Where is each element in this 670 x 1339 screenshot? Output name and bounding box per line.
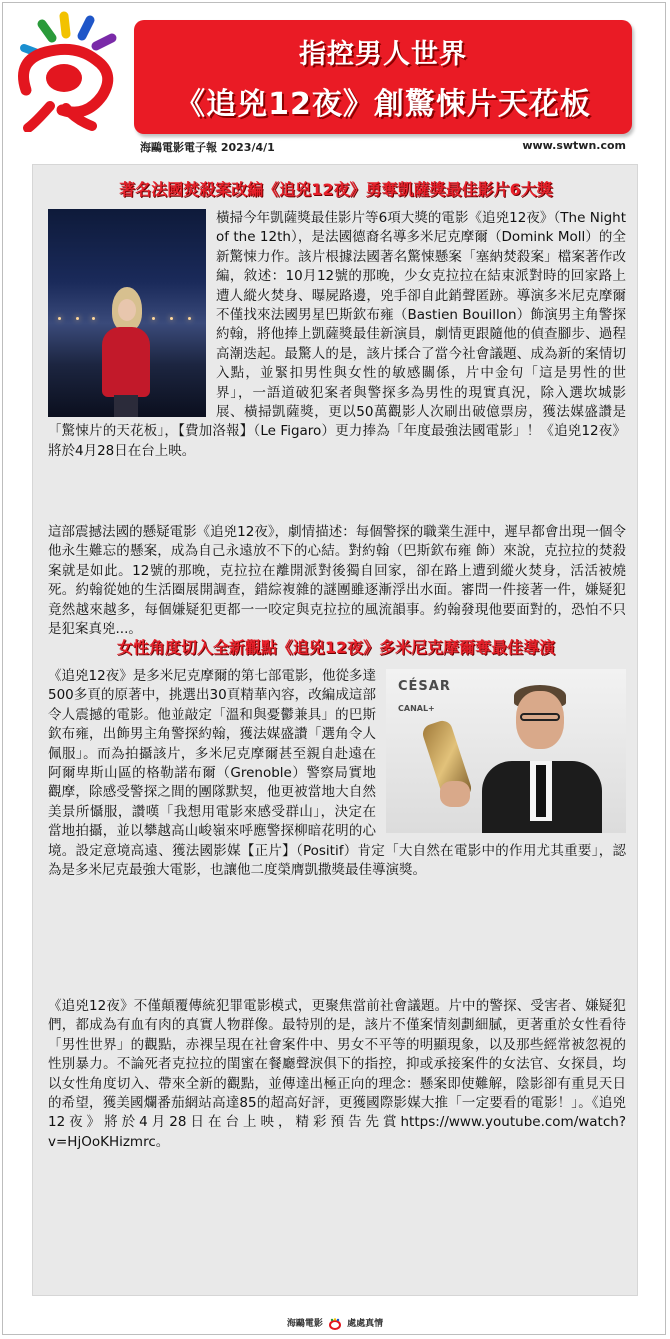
- section2-paragraph2: 《追兇12夜》不僅顛覆傳統犯罪電影模式，更聚焦當前社會議題。片中的警探、受害者、嫌疑犯們，都成為有血有肉的真實人物群像。最特別的是，該片不僅案情刻劃細膩，更著重於女性看待「男性世界」的觀點，赤裸呈現在社會案件中、男女不平等的明顯現象，以及那些經常被忽視的性別暴力。不論死者克拉拉的閨蜜在餐廳聲淚俱下的指控，抑或承接案件的女法官、女探員，均以女性角度切入、帶來全新的觀點，並傳達出極正向的理念：懸案即使難解，陰影卻有重見天日的希望，獲美國爛番茄網站高達85的超高好評，更獲國際影媒大推「一定要看的電影！」。《追兇12夜》將於4月28日在台上映，精彩預告先賞https://www.youtube.com/watch?v=HjOoKHizmrc。: [48, 998, 626, 1150]
- cesar-logo-text: CÉSAR: [398, 679, 451, 694]
- section1-headline: 著名法國焚殺案改編《追兇12夜》勇奪凱薩獎最佳影片6大獎: [119, 180, 553, 199]
- footer-right-text: 處處真情: [347, 1319, 384, 1329]
- title-line-2: 《追兇12夜》創驚悚片天花板: [175, 86, 591, 122]
- footer-logo-icon: [328, 1318, 342, 1330]
- website-link[interactable]: www.swtwn.com: [522, 139, 626, 152]
- article-panel: [32, 164, 638, 1296]
- section2-paragraph1-block: [48, 667, 626, 880]
- publication-date: 海鷗電影電子報 2023/4/1: [140, 141, 275, 154]
- section1-paragraph1: 橫掃今年凱薩獎最佳影片等6項大獎的電影《追兇12夜》（The Night of the 12th），是法國德裔名導多米尼克摩爾（Domink Moll）的全新驚悚力作。該片根據法國著名驚悚懸案「塞納焚殺案」檔案著作改編，敘述：10月12號的那晚，少女克拉拉在結束派對時的回家路上遭人縱火焚身、曝屍路邊，兇手卻自此銷聲匿跡。導演多米尼克摩爾不僅找來法國男星巴斯欽布雍（Bastien Bouillon）飾演男主角警探約翰，將他捧上凱薩獎最佳新演員，劇情更跟隨他的偵查腳步、過程高潮迭起。最驚人的是，該片揉合了當今社會議題、成為新的案情切入點，並緊扣男性與女性的敏感關係，片中金句「這是男性的世界」，一語道破犯案者與警探多為男性的現實真況，除入選坎城影展、橫掃凱薩獎，更以50萬觀影人次刷出破億票房，獲法媒盛讚是「驚悚片的天花板」，【費加洛報】（Le Figaro）更力捧為「年度最強法國電影」！《追兇12夜》將於4月28日在台上映。: [48, 210, 626, 459]
- section1-paragraph1-block: [48, 209, 626, 461]
- canal-plus-logo-text: CANAL+: [398, 704, 435, 713]
- section2-headline: 女性角度切入全新觀點《追兇12夜》多米尼克摩爾奪最佳導演: [116, 638, 556, 657]
- section2-paragraph1: 《追兇12夜》是多米尼克摩爾的第七部電影，他從多達500多頁的原著中，挑選出30頁精華內容，改編成這部令人震撼的電影。他並敲定「溫和與憂鬱兼具」的巴斯欽布雍，出飾男主角警探約翰，獲法媒盛讚「選角令人佩服」。而為拍攝該片，多米尼克摩爾甚至親自赴遠在阿爾卑斯山區的格勒諾布爾（Grenoble）警察局實地觀摩，除感受警探之間的團隊默契，他更被當地大自然美景所懾服，讚嘆「我想用電影來感受群山」，決定在當地拍攝，並以攀越高山峻嶺來呼應警探柳暗花明的心境。設定意境高遠、獲法國影媒【正片】（Positif）肯定「大自然在電影中的作用尤其重要」，認為是多米尼克最強大電影，也讓他二度榮膺凱撒獎最佳導演獎。: [48, 668, 626, 879]
- director-award-photo: [386, 669, 626, 833]
- film-still-photo: [48, 209, 206, 417]
- title-line-1: 指控男人世界: [299, 38, 467, 70]
- seagull-logo: [6, 4, 136, 132]
- title-banner: [134, 20, 632, 134]
- footer: [0, 1316, 670, 1330]
- section1-paragraph2: 這部震撼法國的懸疑電影《追兇12夜》，劇情描述：每個警探的職業生涯中，遲早都會出現一個令他永生難忘的懸案，成為自己永遠放不下的心結。對約翰（巴斯欽布雍 飾）來說，克拉拉的焚殺案就是如此。12號的那晚，克拉拉在離開派對後獨自回家，卻在路上遭到縱火焚身，活活被燒死。約翰從她的生活圈展開調查，錯綜複雜的謎團雖逐漸浮出水面。審問一件接著一件，嫌疑犯竟然越來越多，每個嫌疑犯更都一一咬定與克拉拉的風流韻事。約翰發現他要面對的，恐怕不只是犯案真兇...。: [48, 524, 626, 638]
- footer-left-text: 海鷗電影: [286, 1319, 323, 1329]
